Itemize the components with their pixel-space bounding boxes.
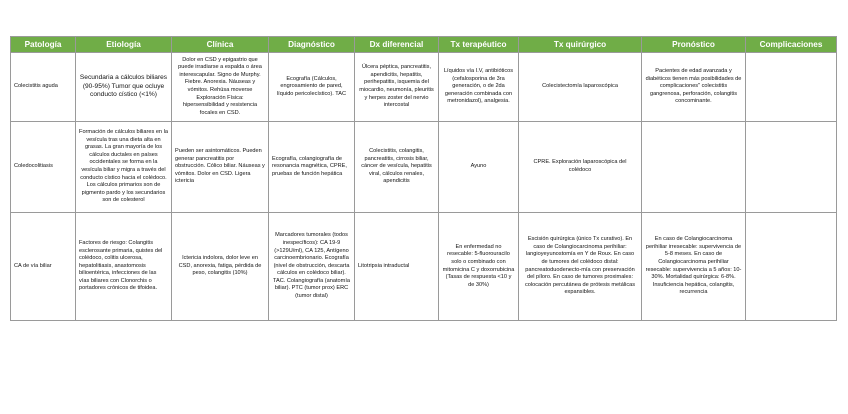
cell-dx-diferencial[interactable]: Colecistitis, colangitis, pancreatitis, cirrosis biliar, cáncer de vesícula, hepatitis viral, cálculos renales, apendicitis (355, 122, 439, 213)
cell-tx-quirurgico[interactable]: CPRE. Exploración laparoscópica del colédoco (519, 122, 642, 213)
cell-tx-terapeutico[interactable]: Líquidos vía I.V, antibióticos (cefalosporina de 3ra generación, o de 2da generación combinada con metronidazol), analgesia. (439, 53, 519, 122)
cell-patologia[interactable]: Coledocolitiasis (11, 122, 76, 213)
cell-complicaciones[interactable] (746, 122, 837, 213)
header-clinica[interactable]: Clínica (172, 37, 269, 53)
header-diagnostico[interactable]: Diagnóstico (269, 37, 355, 53)
cell-pronostico[interactable] (642, 122, 746, 213)
cell-tx-quirurgico[interactable]: Escisión quirúrgica (único Tx curativo). En caso de Colangiocarcinoma perihiliar: langioyeyunostomía en Y de Roux. En caso de tumores del colédoco distal: pancreatoduodenecto-mía con preservación del píloro. En caso de tumores proximales: colocación percutánea de prótesis metálicas expansibles. (519, 213, 642, 321)
table-row (11, 53, 837, 122)
header-complicaciones[interactable]: Complicaciones (746, 37, 837, 53)
header-pronostico[interactable]: Pronóstico (642, 37, 746, 53)
cell-dx-diferencial[interactable]: Úlcera péptica, pancreatitis, apendicitis, hepatitis, perihepatitis, isquemia del miocardio, neumonía, pleuritis y herpes zoster del nervio intercostal (355, 53, 439, 122)
cell-clinica[interactable]: Dolor en CSD y epigastrio que puede irradiarse a espalda o área interescapular. Signo de Murphy. Fiebre. Anorexia. Náuseas y vómitos. Rehúsa moverse Exploración Física: hipersensibilidad y resistencia focales en CSD. (172, 53, 269, 122)
table-row (11, 213, 837, 321)
pathology-table (10, 36, 837, 321)
cell-etiologia[interactable]: Formación de cálculos biliares en la vesícula tras una dieta alta en grasas. La gran mayoría de los cálculos ductales en países occidentales se forma en la vesícula biliar y migra a través del conducto cístico hacia el colédoco. Los cálculos primarios son de pigmento pardo y los secundarios son de colesterol (76, 122, 172, 213)
cell-diagnostico[interactable]: Ecografía (Cálculos, engrosamiento de pared, líquido pericolecístico). TAC (269, 53, 355, 122)
cell-etiologia[interactable]: Secundaria a cálculos biliares (90-95%) Tumor que ocluye conducto cístico (<1%) (76, 53, 172, 122)
cell-patologia[interactable]: CA de vía biliar (11, 213, 76, 321)
cell-tx-terapeutico[interactable]: Ayuno (439, 122, 519, 213)
cell-pronostico[interactable]: En caso de Colangiocarcinoma perihiliar irresecable: supervivencia de 5-8 meses. En caso de Colangiocarcinoma perihiliar resecable: supervivencia a 5 años: 10-30%. Mortalidad quirúrgica: 6-8%. Insuficiencia hepática, colangitis, recurrencia (642, 213, 746, 321)
cell-dx-diferencial[interactable]: Litotripsia intraductal (355, 213, 439, 321)
cell-tx-terapeutico[interactable]: En enfermedad no resecable: 5-fluorouracilo solo o combinado con mitomicina C y doxorrubicina (Tasas de respuesta <10 y de 30%) (439, 213, 519, 321)
cell-tx-quirurgico[interactable]: Colecistectomía laparoscópica (519, 53, 642, 122)
table-row (11, 122, 837, 213)
cell-etiologia[interactable]: Factores de riesgo: Colangitis esclerosante primaria, quistes del colédoco, colitis ulcerosa, hepatolitiasis, anastomosis bilioentérica, infecciones de las vías biliares con Clonorchis o portadores crónicos de tifoidea. (76, 213, 172, 321)
cell-diagnostico[interactable]: Marcadores tumorales (todos inespecíficos): CA 19-9 (>129U/ml), CA 125, Antígeno carcinoembrionario. Ecografía (nivel de obstrucción, descarta cálculos en colédoco biliar). TAC. Colangiografía (anatomía biliar). PTC (tumor prox) ERC (tumor distal) (269, 213, 355, 321)
header-etiologia[interactable]: Etiología (76, 37, 172, 53)
header-tx-terapeutico[interactable]: Tx terapéutico (439, 37, 519, 53)
cell-patologia[interactable]: Colecistitis aguda (11, 53, 76, 122)
cell-diagnostico[interactable]: Ecografía, colangiografía de resonancia magnética, CPRE, pruebas de función hepática (269, 122, 355, 213)
header-dx-diferencial[interactable]: Dx diferencial (355, 37, 439, 53)
header-tx-quirurgico[interactable]: Tx quirúrgico (519, 37, 642, 53)
cell-clinica[interactable]: Pueden ser asintomáticos. Pueden generar pancreatitis por obstrucción. Cólico biliar. Náuseas y vómitos. Dolor en CSD. Ligera ictericia (172, 122, 269, 213)
cell-clinica[interactable]: Ictericia indolora, dolor leve en CSD, anorexia, fatiga, pérdida de peso, colangitis (10%) (172, 213, 269, 321)
cell-complicaciones[interactable] (746, 213, 837, 321)
cell-complicaciones[interactable] (746, 53, 837, 122)
spreadsheet-table-container (10, 36, 837, 321)
header-row (11, 37, 837, 53)
header-patologia[interactable]: Patología (11, 37, 76, 53)
cell-pronostico[interactable]: Pacientes de edad avanzada y diabéticos tienen más posibilidades de complicaciones" colecistitis gangrenosa, perforación, colangitis concominante. (642, 53, 746, 122)
